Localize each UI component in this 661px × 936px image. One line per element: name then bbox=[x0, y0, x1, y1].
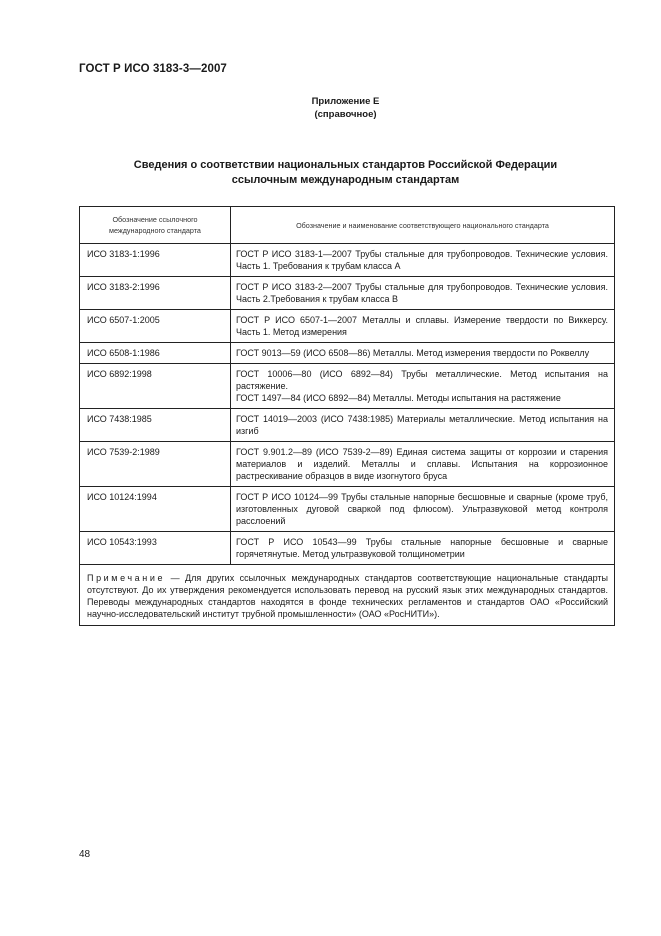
title-line-1: Сведения о соответствии национальных стандартов Российской Федерации bbox=[133, 159, 558, 171]
reference-standard-cell: ИСО 6507-1:2005 bbox=[80, 310, 231, 343]
national-standard-text: ГОСТ Р ИСО 10124—99 Трубы стальные напорные бесшовные и сварные (кроме труб, изготовленных дуговой сваркой под флюсом). Ультразвуковой метод контроля расслоений bbox=[236, 492, 608, 526]
reference-standard-cell: ИСО 7438:1985 bbox=[80, 409, 231, 442]
national-standard-text: ГОСТ 14019—2003 (ИСО 7438:1985) Материалы металлические. Метод испытания на изгиб bbox=[236, 414, 608, 436]
national-standard-cell bbox=[231, 409, 615, 442]
national-standard-text: ГОСТ 9013—59 (ИСО 6508—86) Металлы. Метод измерения твердости по Роквеллу bbox=[236, 348, 590, 358]
note-text: — Для других ссылочных международных стандартов соответствующие национальные стандарты отсутствуют. До их утверждения рекомендуется использовать перевод на русский язык этих международных стандартов. Переводы международных стандартов находятся в фонде технических регламентов и стандартов ОАО «Российский научно-исследовательский институт трубной промышленности» (ОАО «РосНИТИ»). bbox=[87, 573, 608, 619]
reference-standard-cell: ИСО 6892:1998 bbox=[80, 364, 231, 409]
national-standard-text: ГОСТ 1497—84 (ИСО 6892—84) Металлы. Методы испытания на растяжение bbox=[236, 393, 561, 403]
column-header-national: Обозначение и наименование соответствующего национального стандарта bbox=[231, 207, 615, 244]
national-standard-text: ГОСТ 10006—80 (ИСО 6892—84) Трубы металлические. Метод испытания на растяжение. bbox=[236, 369, 608, 391]
page-number: 48 bbox=[79, 849, 91, 860]
table-body bbox=[80, 244, 615, 565]
national-standard-cell bbox=[231, 343, 615, 364]
national-standard-cell bbox=[231, 310, 615, 343]
reference-standard-cell: ИСО 3183-1:1996 bbox=[80, 244, 231, 277]
table-row bbox=[80, 409, 615, 442]
annex-label: Приложение Е bbox=[311, 96, 380, 107]
reference-standard-cell: ИСО 3183-2:1996 bbox=[80, 277, 231, 310]
table-row bbox=[80, 244, 615, 277]
column-header-ref: Обозначение ссылочного международного стандарта bbox=[80, 207, 231, 244]
national-standard-cell bbox=[231, 532, 615, 565]
reference-standard-cell: ИСО 10124:1994 bbox=[80, 487, 231, 532]
title-line-2: ссылочным международным стандартам bbox=[231, 174, 460, 186]
national-standard-cell bbox=[231, 487, 615, 532]
national-standard-text: ГОСТ 9.901.2—89 (ИСО 7539-2—89) Единая система защиты от коррозии и старения материалов и изделий. Металлы и сплавы. Испытания на коррозионное растрескивание образцов в виде изогнутого бруса bbox=[236, 447, 608, 481]
national-standard-text: ГОСТ Р ИСО 10543—99 Трубы стальные напорные бесшовные и сварные горячетянутые. Метод ультразвуковой толщинометрии bbox=[236, 537, 608, 559]
table-row bbox=[80, 364, 615, 409]
reference-standard-cell: ИСО 7539-2:1989 bbox=[80, 442, 231, 487]
national-standard-text: ГОСТ Р ИСО 6507-1—2007 Металлы и сплавы. Измерение твердости по Виккерсу. Часть 1. Метод измерения bbox=[236, 315, 608, 337]
table-row bbox=[80, 532, 615, 565]
standards-table bbox=[79, 206, 615, 626]
table-row bbox=[80, 442, 615, 487]
national-standard-cell bbox=[231, 277, 615, 310]
national-standard-text: ГОСТ Р ИСО 3183-2—2007 Трубы стальные для трубопроводов. Технические условия. Часть 2.Требования к трубам класса В bbox=[236, 282, 608, 304]
national-standard-cell bbox=[231, 364, 615, 409]
table-row bbox=[80, 310, 615, 343]
national-standard-text: ГОСТ Р ИСО 3183-1—2007 Трубы стальные для трубопроводов. Технические условия. Часть 1. Требования к трубам класса А bbox=[236, 249, 608, 271]
national-standard-cell bbox=[231, 244, 615, 277]
note-cell bbox=[80, 565, 615, 626]
annex-heading bbox=[0, 95, 661, 121]
reference-standard-cell: ИСО 10543:1993 bbox=[80, 532, 231, 565]
note-row bbox=[80, 565, 615, 626]
document-header: ГОСТ Р ИСО 3183-3—2007 bbox=[79, 63, 227, 75]
document-title bbox=[0, 158, 661, 188]
reference-standard-cell: ИСО 6508-1:1986 bbox=[80, 343, 231, 364]
table-header-row bbox=[80, 207, 615, 244]
annex-type: (справочное) bbox=[314, 109, 377, 120]
table-row bbox=[80, 487, 615, 532]
table-row bbox=[80, 277, 615, 310]
note-label: Примечание bbox=[87, 573, 166, 583]
national-standard-cell bbox=[231, 442, 615, 487]
table-row bbox=[80, 343, 615, 364]
